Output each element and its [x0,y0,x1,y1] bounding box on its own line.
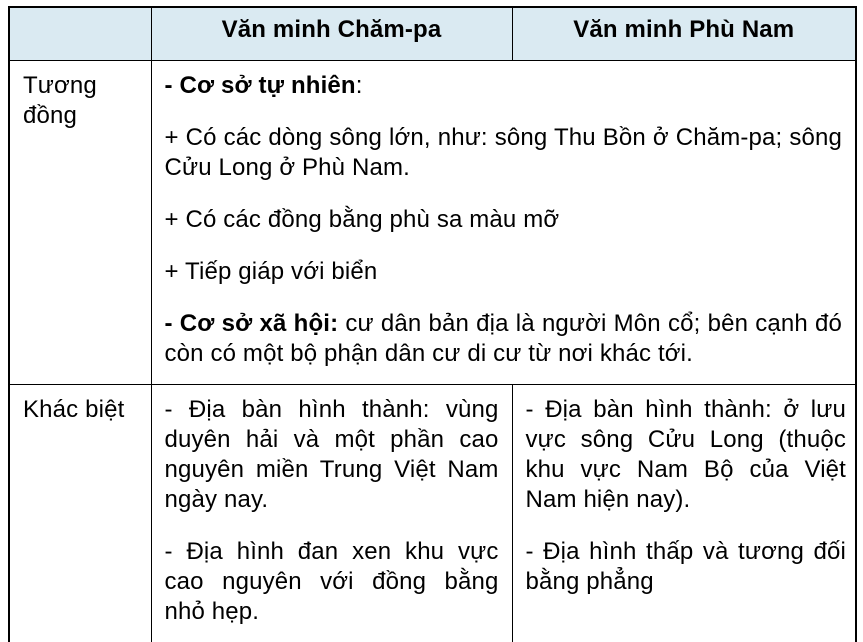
differences-row-label: Khác biệt [9,384,151,642]
champa-territory-paragraph: - Địa bàn hình thành: vùng duyên hải và một phần cao nguyên miền Trung Việt Nam ngày nay. [164,395,499,513]
header-cell-empty [9,7,151,60]
natural-basis-bold-label: - Cơ sở tự nhiên [164,71,356,99]
phunam-terrain-paragraph: - Địa hình thấp và tương đối bằng phẳng [525,537,846,595]
similarities-content-cell [151,60,856,384]
phunam-differences-cell [512,384,856,642]
rivers-paragraph [165,123,843,183]
champa-terrain-paragraph: - Địa hình đan xen khu vực cao nguyên với đồng bằng nhỏ hẹp. [164,537,499,625]
similarities-row-label: Tương đồng [9,60,151,384]
social-basis-paragraph [165,309,843,369]
phunam-territory-paragraph: - Địa bàn hình thành: ở lưu vực sông Cửu Long (thuộc khu vực Nam Bộ của Việt Nam hiện nay). [525,395,846,513]
header-row [9,7,856,60]
rivers-text: + Có các dòng sông lớn, như: sông Thu Bồn ở Chăm-pa; sông Cửu Long ở Phù Nam. [164,123,842,181]
header-cell-phunam: Văn minh Phù Nam [512,7,856,60]
differences-row [9,384,856,642]
social-basis-bold-label: - Cơ sở xã hội: [164,309,339,337]
header-cell-champa: Văn minh Chăm-pa [151,7,512,60]
sea-paragraph [165,257,843,287]
social-basis-rest-text: cư dân bản địa là người Môn cổ; bên cạnh đó còn có một bộ phận dân cư di cư từ nơi khác tới. [164,309,843,367]
plains-text: + Có các đồng bằng phù sa màu mỡ [164,205,560,233]
champa-differences-cell [151,384,512,642]
similarities-row [9,60,856,384]
sea-text: + Tiếp giáp với biển [164,257,378,285]
natural-basis-rest-text: : [355,71,363,99]
plains-paragraph [165,205,843,235]
civilization-comparison-table [8,6,857,642]
natural-basis-heading-paragraph [165,71,843,101]
